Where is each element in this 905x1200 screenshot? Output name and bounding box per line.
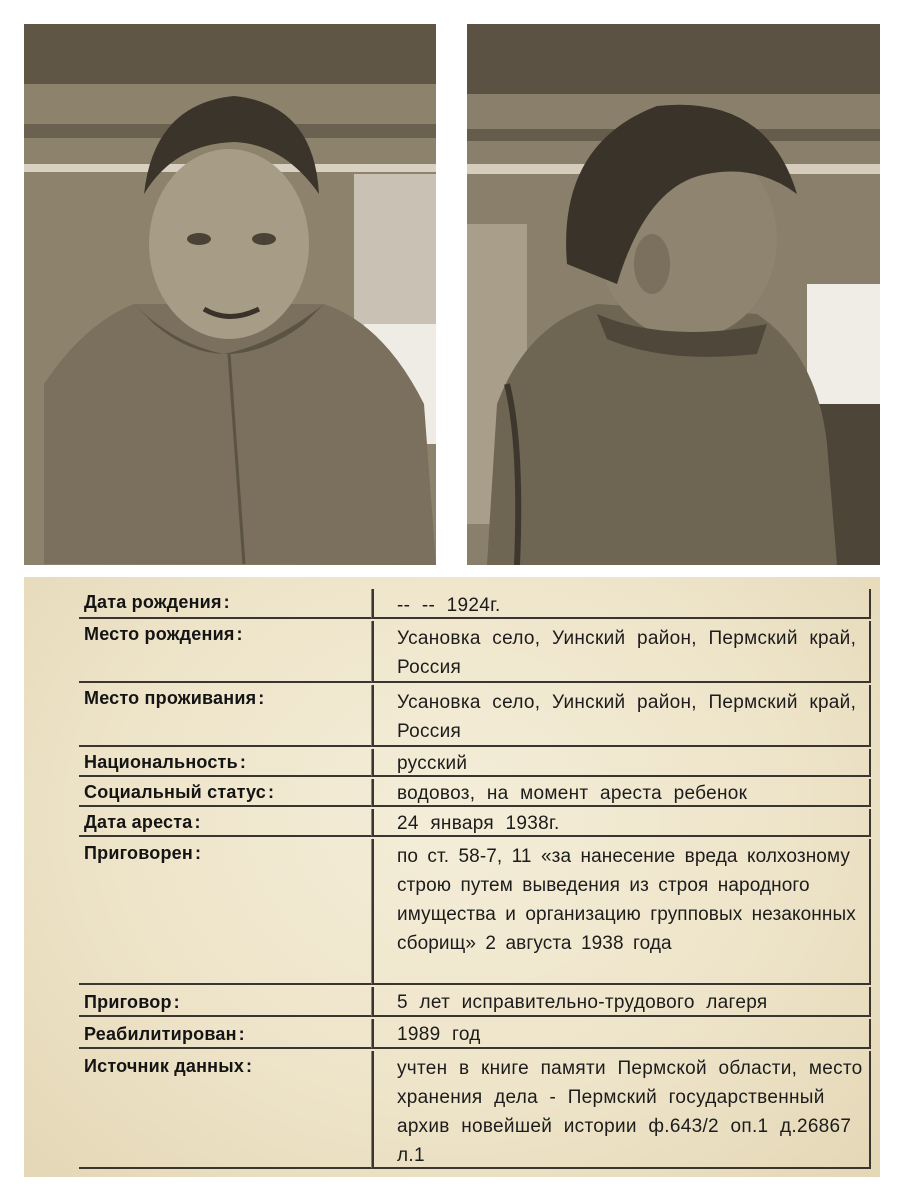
field-label: Место проживания <box>84 688 257 708</box>
field-value: 24 января 1938г. <box>371 809 871 837</box>
field-label: Реабилитирован <box>84 1024 237 1044</box>
field-value: водовоз, на момент ареста ребенок <box>371 779 871 807</box>
field-value: по ст. 58-7, 11 «за нанесение вреда колхозному строю путем выведения из строя народного имущества и организацию групповых незаконных сборищ» 2 августа 1938 года <box>371 839 871 985</box>
field-value: 1989 год <box>371 1019 871 1049</box>
field-label: Национальность <box>84 752 238 772</box>
field-value: 5 лет исправительно-трудового лагеря <box>371 987 871 1017</box>
field-label: Дата рождения <box>84 592 222 612</box>
field-value: -- -- 1924г. <box>371 589 871 619</box>
info-card: Дата рождения : -- -- 1924г. Место рождения : Усановка село, Уинский район, Пермский край, Россия Место проживания : Усановка село, Уинский район, Пермский край, Россия Национальность : русский Социальный статус : водовоз, на момент ареста ребенок Дата ареста : 24 января 1938г. Приговорен : по ст. 58-7, 11 «за нанесение вреда колхозному строю путем выведения из строя народного имущества и организацию групповых незаконных сборищ» 2 августа 1938 года Приговор : 5 лет исправительно-трудового лагеря Реабилитирован : 1989 год Источник данных : учтен в книге памяти Пермской области, место хранения дела - Пермский государственный архив новейшей истории ф.643/2 оп.1 д.26867 л.1 <box>24 577 880 1177</box>
portrait-front-photo <box>24 24 436 565</box>
field-value: Усановка село, Уинский район, Пермский край, Россия <box>371 685 871 747</box>
field-label: Социальный статус <box>84 782 267 802</box>
field-label: Источник данных <box>84 1056 245 1076</box>
field-label: Дата ареста <box>84 812 193 832</box>
field-value: русский <box>371 749 871 777</box>
field-value: Усановка село, Уинский район, Пермский край, Россия <box>371 621 871 683</box>
portrait-profile-photo <box>467 24 880 565</box>
field-label: Приговор <box>84 992 172 1012</box>
field-label: Место рождения <box>84 624 235 644</box>
field-value: учтен в книге памяти Пермской области, место хранения дела - Пермский государственный архив новейшей истории ф.643/2 оп.1 д.26867 л.1 <box>371 1051 871 1169</box>
field-label: Приговорен <box>84 843 193 863</box>
